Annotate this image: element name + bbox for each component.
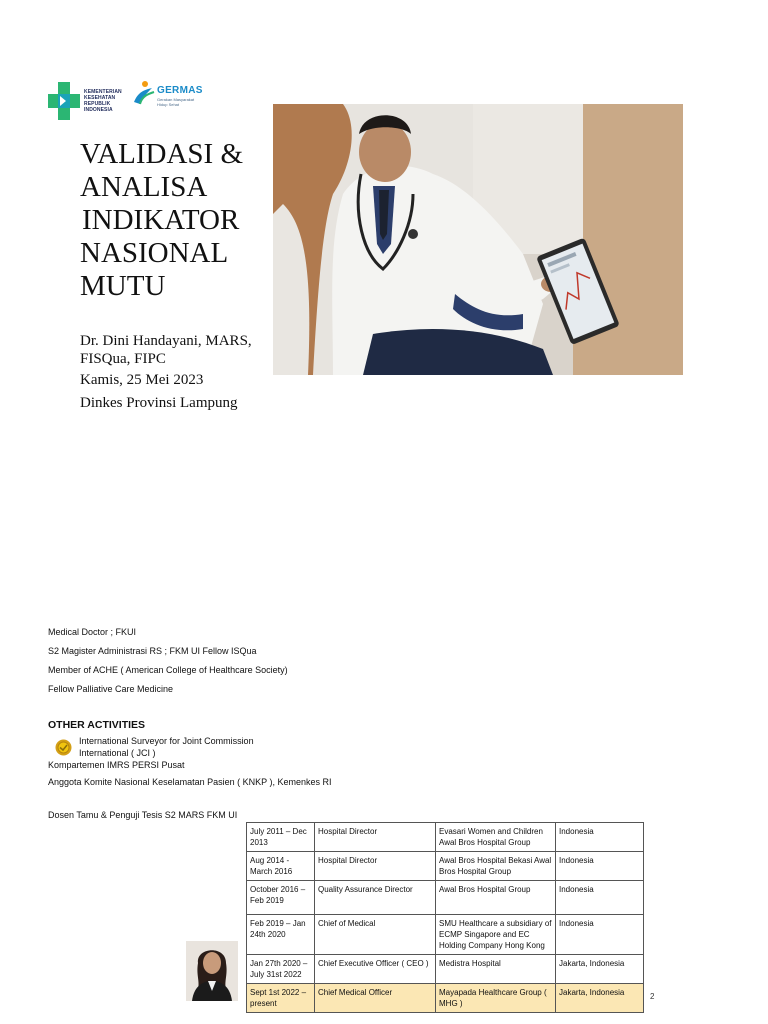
- activity-jci: International Surveyor for Joint Commission International ( JCI ): [79, 736, 254, 758]
- jci-seal-icon: [55, 739, 72, 756]
- table-row: [247, 881, 644, 915]
- title-line: INDIKATOR: [82, 204, 240, 236]
- table-row: [247, 955, 644, 984]
- cell-period: Aug 2014 - March 2016: [247, 852, 315, 881]
- germas-wordmark: GERMAS: [157, 85, 203, 96]
- cell-location: Indonesia: [556, 823, 644, 852]
- activity-dosen: Dosen Tamu & Penguji Tesis S2 MARS FKM UI: [48, 810, 238, 820]
- presenter-portrait: [186, 941, 238, 1001]
- title-line: MUTU: [80, 270, 166, 302]
- table-row: [247, 852, 644, 881]
- bio-line: Fellow Palliative Care Medicine: [48, 684, 174, 694]
- cell-org: Medistra Hospital: [436, 955, 556, 984]
- cell-period: July 2011 – Dec 2013: [247, 823, 315, 852]
- cell-period: Feb 2019 – Jan 24th 2020: [247, 915, 315, 955]
- title-line: VALIDASI &: [80, 138, 243, 170]
- activity-knkp: Anggota Komite Nasional Keselamatan Pasien ( KNKP ), Kemenkes RI: [48, 777, 332, 787]
- career-table: [246, 822, 644, 1013]
- event-date: Kamis, 25 Mei 2023: [80, 372, 204, 388]
- cell-org: Awal Bros Hospital Bekasi Awal Bros Hospital Group: [436, 852, 556, 881]
- table-row: [247, 823, 644, 852]
- cell-org: SMU Healthcare a subsidiary of ECMP Singapore and EC Holding Company Hong Kong: [436, 915, 556, 955]
- header-logos: [46, 78, 216, 124]
- bio-line: Medical Doctor ; FKUI: [48, 627, 137, 637]
- cell-role: Chief Executive Officer ( CEO ): [315, 955, 436, 984]
- title-line: NASIONAL: [80, 237, 229, 269]
- cell-role: Hospital Director: [315, 852, 436, 881]
- bio-line: Member of ACHE ( American College of Healthcare Society): [48, 665, 288, 675]
- cell-role: Chief Medical Officer: [315, 984, 436, 1013]
- cell-location: Indonesia: [556, 881, 644, 915]
- page-title: [80, 138, 270, 303]
- table-row: [247, 915, 644, 955]
- cell-period: Jan 27th 2020 – July 31st 2022: [247, 955, 315, 984]
- bio-line: S2 Magister Administrasi RS ; FKM UI Fellow ISQua: [48, 646, 257, 656]
- germas-tagline: Gerakan Masyarakat Hidup Sehat: [157, 97, 195, 107]
- cell-role: Quality Assurance Director: [315, 881, 436, 915]
- cell-location: Jakarta, Indonesia: [556, 955, 644, 984]
- title-line: ANALISA: [80, 171, 208, 203]
- cell-location: Indonesia: [556, 915, 644, 955]
- cell-location: Indonesia: [556, 852, 644, 881]
- germas-figure-icon: [130, 80, 156, 106]
- cell-org: Awal Bros Hospital Group: [436, 881, 556, 915]
- cell-period: October 2016 – Feb 2019: [247, 881, 315, 915]
- other-activities-heading: OTHER ACTIVITIES: [48, 719, 146, 731]
- page-number: 2: [650, 992, 655, 1001]
- cell-role: Hospital Director: [315, 823, 436, 852]
- activity-imrs: Kompartemen IMRS PERSI Pusat: [48, 760, 185, 770]
- cell-org: Evasari Women and Children Awal Bros Hospital Group: [436, 823, 556, 852]
- kemenkes-wordmark: KEMENTERIAN KESEHATAN REPUBLIK INDONESIA: [84, 89, 122, 113]
- event-venue: Dinkes Provinsi Lampung: [80, 395, 238, 411]
- kemenkes-logo-icon: [46, 80, 82, 122]
- presenter-name: Dr. Dini Handayani, MARS, FISQua, FIPC: [80, 333, 252, 367]
- doctors-tablet-photo: [273, 104, 683, 375]
- table-row-current: [247, 984, 644, 1013]
- cell-role: Chief of Medical: [315, 915, 436, 955]
- cell-location: Jakarta, Indonesia: [556, 984, 644, 1013]
- cell-period: Sept 1st 2022 – present: [247, 984, 315, 1013]
- cell-org: Mayapada Healthcare Group ( MHG ): [436, 984, 556, 1013]
